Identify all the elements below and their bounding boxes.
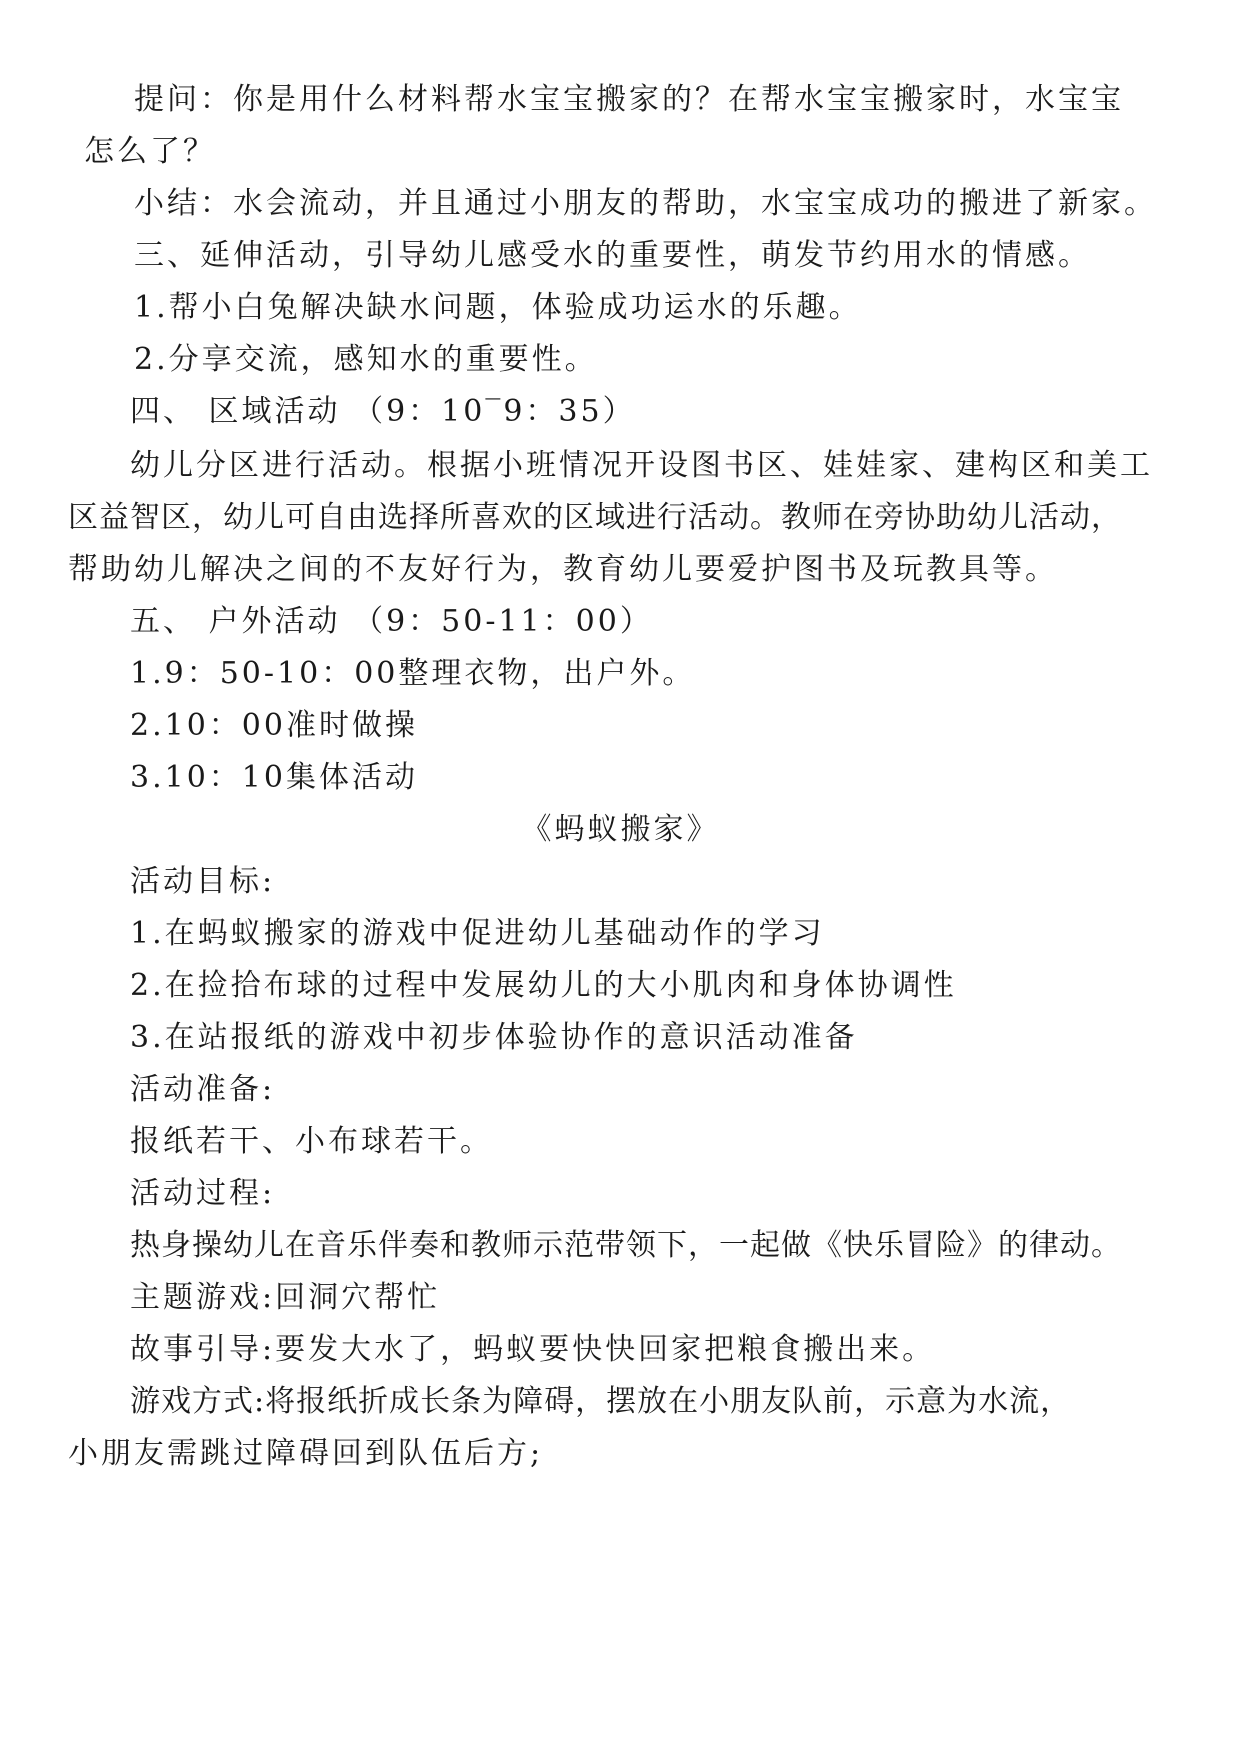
text-line: 活动目标: bbox=[130, 864, 276, 899]
text-line: 故事引导:要发大水了，蚂蚁要快快回家把粮食搬出来。 bbox=[130, 1332, 936, 1367]
text-line: 幼儿分区进行活动。根据小班情况开设图书区、娃娃家、建构区和美工 bbox=[130, 448, 1153, 483]
text-line: 1.9：50-10：00整理衣物，出户外。 bbox=[130, 656, 696, 691]
section-heading: 五、 户外活动 （9：50-11：00） bbox=[130, 604, 653, 639]
text-line: 1.帮小白兔解决缺水问题，体验成功运水的乐趣。 bbox=[134, 290, 862, 325]
text-line: 报纸若干、小布球若干。 bbox=[130, 1124, 493, 1159]
section-heading: 四、 区域活动 （9：10‾9：35） bbox=[130, 394, 636, 429]
text-line: 主题游戏:回洞穴帮忙 bbox=[130, 1280, 441, 1315]
text-line: 提问：你是用什么材料帮水宝宝搬家的？在帮水宝宝搬家时，水宝宝 bbox=[134, 82, 1124, 117]
text-line: 区益智区，幼儿可自由选择所喜欢的区域进行活动。教师在旁协助幼儿活动， bbox=[68, 500, 1122, 535]
text-line: 活动过程: bbox=[130, 1176, 276, 1211]
text-line: 帮助幼儿解决之间的不友好行为，教育幼儿要爱护图书及玩教具等。 bbox=[68, 552, 1058, 587]
text-line: 3.在站报纸的游戏中初步体验协作的意识活动准备 bbox=[130, 1020, 858, 1055]
section-heading: 三、延伸活动，引导幼儿感受水的重要性，萌发节约用水的情感。 bbox=[134, 238, 1091, 273]
text-line: 2.10：00准时做操 bbox=[130, 708, 418, 743]
text-line: 活动准备: bbox=[130, 1072, 276, 1107]
activity-title: 《蚂蚁搬家》 bbox=[521, 812, 720, 847]
text-line: 游戏方式:将报纸折成长条为障碍，摆放在小朋友队前，示意为水流， bbox=[130, 1384, 1072, 1419]
text-line: 2.分享交流，感知水的重要性。 bbox=[134, 342, 598, 377]
text-line: 1.在蚂蚁搬家的游戏中促进幼儿基础动作的学习 bbox=[130, 916, 825, 951]
text-line: 小朋友需跳过障碍回到队伍后方; bbox=[68, 1436, 544, 1471]
text-line: 小结：水会流动，并且通过小朋友的帮助，水宝宝成功的搬进了新家。 bbox=[134, 186, 1157, 221]
text-line: 热身操幼儿在音乐伴奏和教师示范带领下，一起做《快乐冒险》的律动。 bbox=[130, 1228, 1122, 1263]
text-line: 怎么了？ bbox=[84, 134, 216, 169]
text-line: 2.在捡拾布球的过程中发展幼儿的大小肌肉和身体协调性 bbox=[130, 968, 957, 1003]
text-line: 3.10：10集体活动 bbox=[130, 760, 418, 795]
